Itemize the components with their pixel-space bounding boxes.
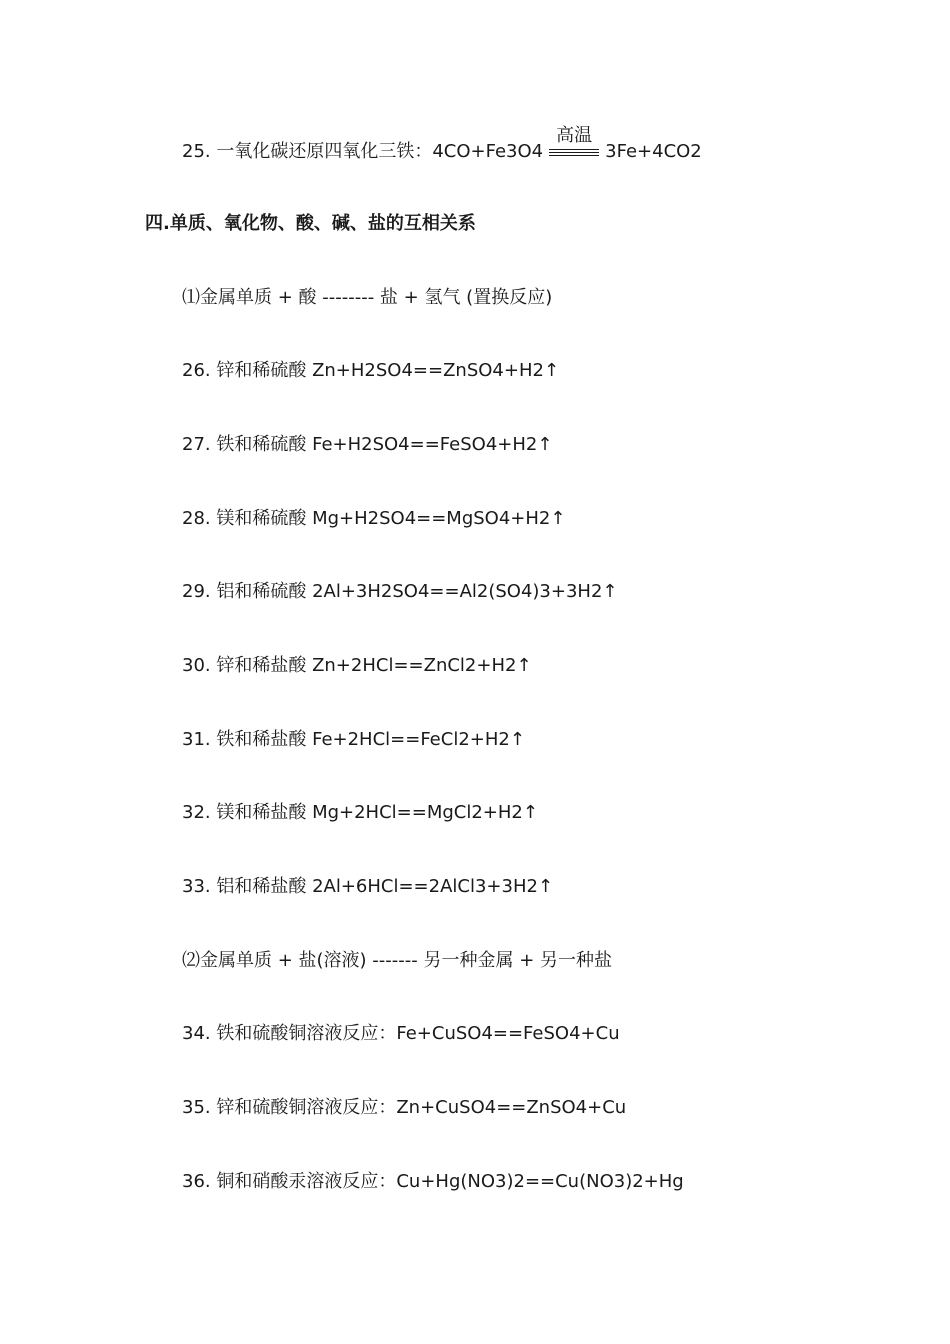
subsection-heading-1: ⑴金属单质 + 酸 -------- 盐 + 氢气 (置换反应) [182,287,553,308]
reaction-line: 27. 铁和稀硫酸 Fe+H2SO4==FeSO4+H2↑ [182,434,553,455]
reaction-25-reactants: 25. 一氧化碳还原四氧化三铁：4CO+Fe3O4 [182,141,544,162]
subsection-heading-2: ⑵金属单质 + 盐(溶液) ------- 另一种金属 + 另一种盐 [182,950,613,971]
reaction-line: 36. 铜和硝酸汞溶液反应：Cu+Hg(NO3)2==Cu(NO3)2+Hg [182,1171,684,1192]
reaction-line: 35. 锌和硫酸铜溶液反应：Zn+CuSO4==ZnSO4+Cu [182,1097,627,1118]
reaction-25-products: 3Fe+4CO2 [605,141,702,162]
reaction-line: 30. 锌和稀盐酸 Zn+2HCl==ZnCl2+H2↑ [182,655,532,676]
reaction-condition-label: 高温 [556,125,593,146]
equals-bar [549,149,599,150]
reaction-line: 32. 镁和稀盐酸 Mg+2HCl==MgCl2+H2↑ [182,802,538,823]
equals-bar [549,155,599,156]
section-heading: 四.单质、氧化物、酸、碱、盐的互相关系 [145,213,476,234]
reaction-line: 33. 铝和稀盐酸 2Al+6HCl==2AlCl3+3H2↑ [182,876,554,897]
reaction-line: 34. 铁和硫酸铜溶液反应：Fe+CuSO4==FeSO4+Cu [182,1023,620,1044]
equals-bar [549,152,599,153]
reaction-condition-sign [549,125,599,164]
reaction-line: 28. 镁和稀硫酸 Mg+H2SO4==MgSO4+H2↑ [182,508,566,529]
reaction-line: 29. 铝和稀硫酸 2Al+3H2SO4==Al2(SO4)3+3H2↑ [182,581,618,602]
reaction-line: 31. 铁和稀盐酸 Fe+2HCl==FeCl2+H2↑ [182,729,525,750]
reaction-line: 26. 锌和稀硫酸 Zn+H2SO4==ZnSO4+H2↑ [182,360,560,381]
reaction-25 [182,125,702,164]
